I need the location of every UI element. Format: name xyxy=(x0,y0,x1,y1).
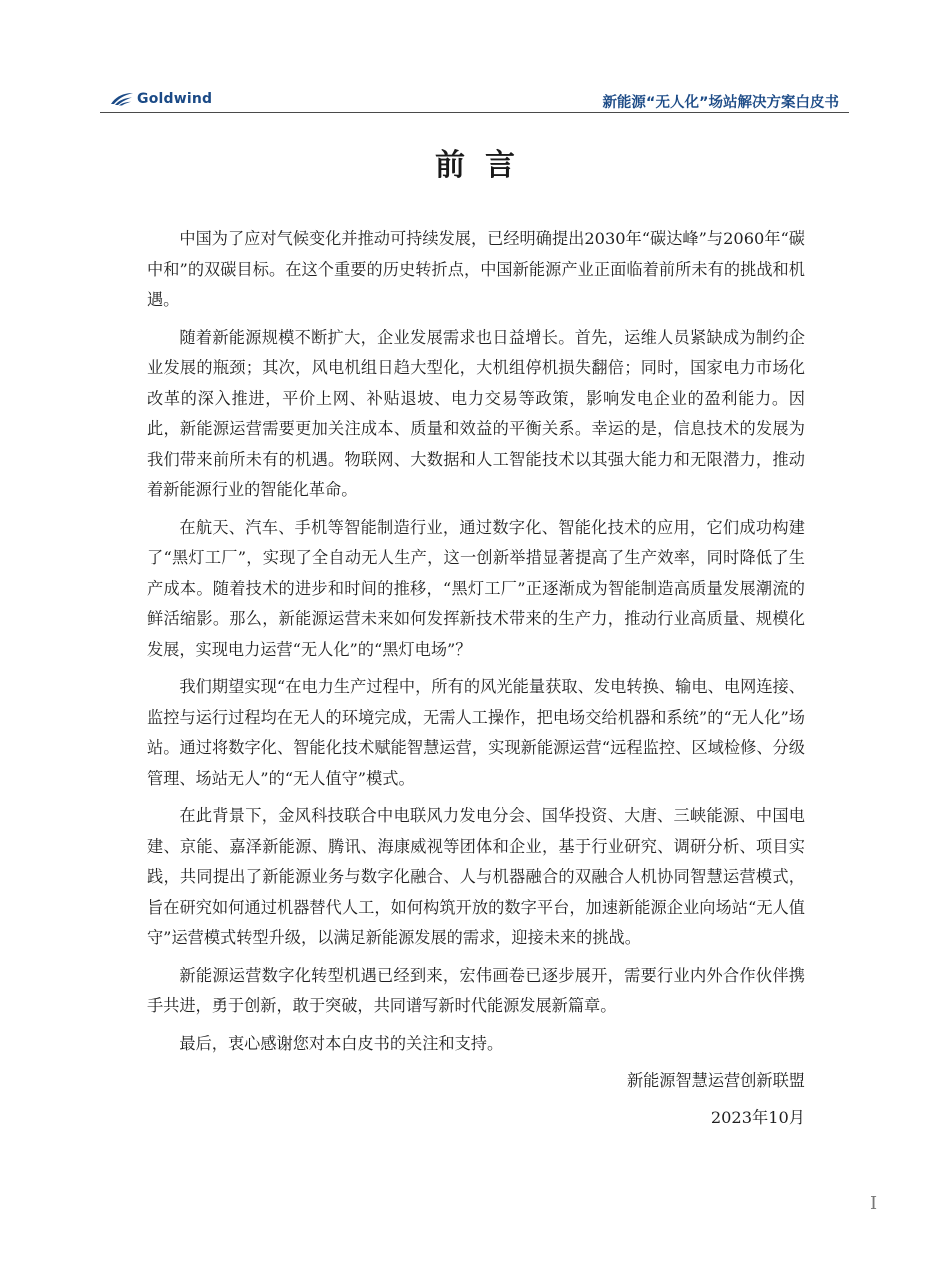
preface-body xyxy=(147,224,805,1139)
logo-text: Goldwind xyxy=(137,91,213,107)
signature-date: 2023年10月 xyxy=(710,1107,805,1127)
goldwind-swoosh-icon xyxy=(110,92,134,106)
page-number: I xyxy=(870,1193,878,1214)
signature-organization: 新能源智慧运营创新联盟 xyxy=(626,1071,805,1090)
paragraph: 在此背景下，金风科技联合中电联风力发电分会、国华投资、大唐、三峡能源、中国电建、京能、嘉泽新能源、腾讯、海康威视等团体和企业，基于行业研究、调研分析、项目实践，共同提出了新能源业务与数字化融合、人与机器融合的双融合人机协同智慧运营模式，旨在研究如何通过机器替代人工，如何构筑开放的数字平台，加速新能源企业向场站“无人值守”运营模式转型升级，以满足新能源发展的需求，迎接未来的挑战。 xyxy=(147,806,805,947)
paragraph: 我们期望实现“在电力生产过程中，所有的风光能量获取、发电转换、输电、电网连接、监控与运行过程均在无人的环境完成，无需人工操作，把电场交给机器和系统”的“无人化”场站。通过将数字化、智能化技术赋能智慧运营，实现新能源运营“远程监控、区域检修、分级管理、场站无人”的“无人值守”模式。 xyxy=(147,677,805,788)
document-title: 新能源“无人化”场站解决方案白皮书 xyxy=(602,95,839,111)
paragraph: 中国为了应对气候变化并推动可持续发展，已经明确提出2030年“碳达峰”与2060年“碳中和”的双碳目标。在这个重要的历史转折点，中国新能源产业正面临着前所未有的挑战和机遇。 xyxy=(147,229,805,309)
paragraph: 在航天、汽车、手机等智能制造行业，通过数字化、智能化技术的应用，它们成功构建了“黑灯工厂”，实现了全自动无人生产，这一创新举措显著提高了生产效率，同时降低了生产成本。随着技术的进步和时间的推移，“黑灯工厂”正逐渐成为智能制造高质量发展潮流的鲜活缩影。那么，新能源运营未来如何发挥新技术带来的生产力，推动行业高质量、规模化发展，实现电力运营“无人化”的“黑灯电场”？ xyxy=(147,517,805,659)
signature-block xyxy=(147,1066,805,1133)
paragraph: 随着新能源规模不断扩大，企业发展需求也日益增长。首先，运维人员紧缺成为制约企业发展的瓶颈；其次，风电机组日趋大型化，大机组停机损失翻倍；同时，国家电力市场化改革的深入推进，平价上网、补贴退坡、电力交易等政策，影响发电企业的盈利能力。因此，新能源运营需要更加关注成本、质量和效益的平衡关系。幸运的是，信息技术的发展为我们带来前所未有的机遇。物联网、大数据和人工智能技术以其强大能力和无限潜力，推动着新能源行业的智能化革命。 xyxy=(147,327,805,499)
paragraph: 新能源运营数字化转型机遇已经到来，宏伟画卷已逐步展开，需要行业内外合作伙伴携手共进，勇于创新，敢于突破，共同谱写新时代能源发展新篇章。 xyxy=(147,965,805,1015)
logo xyxy=(110,91,212,107)
paragraph: 最后，衷心感谢您对本白皮书的关注和支持。 xyxy=(179,1033,504,1053)
page-title: 前言 xyxy=(435,148,535,183)
page-header xyxy=(100,86,849,113)
